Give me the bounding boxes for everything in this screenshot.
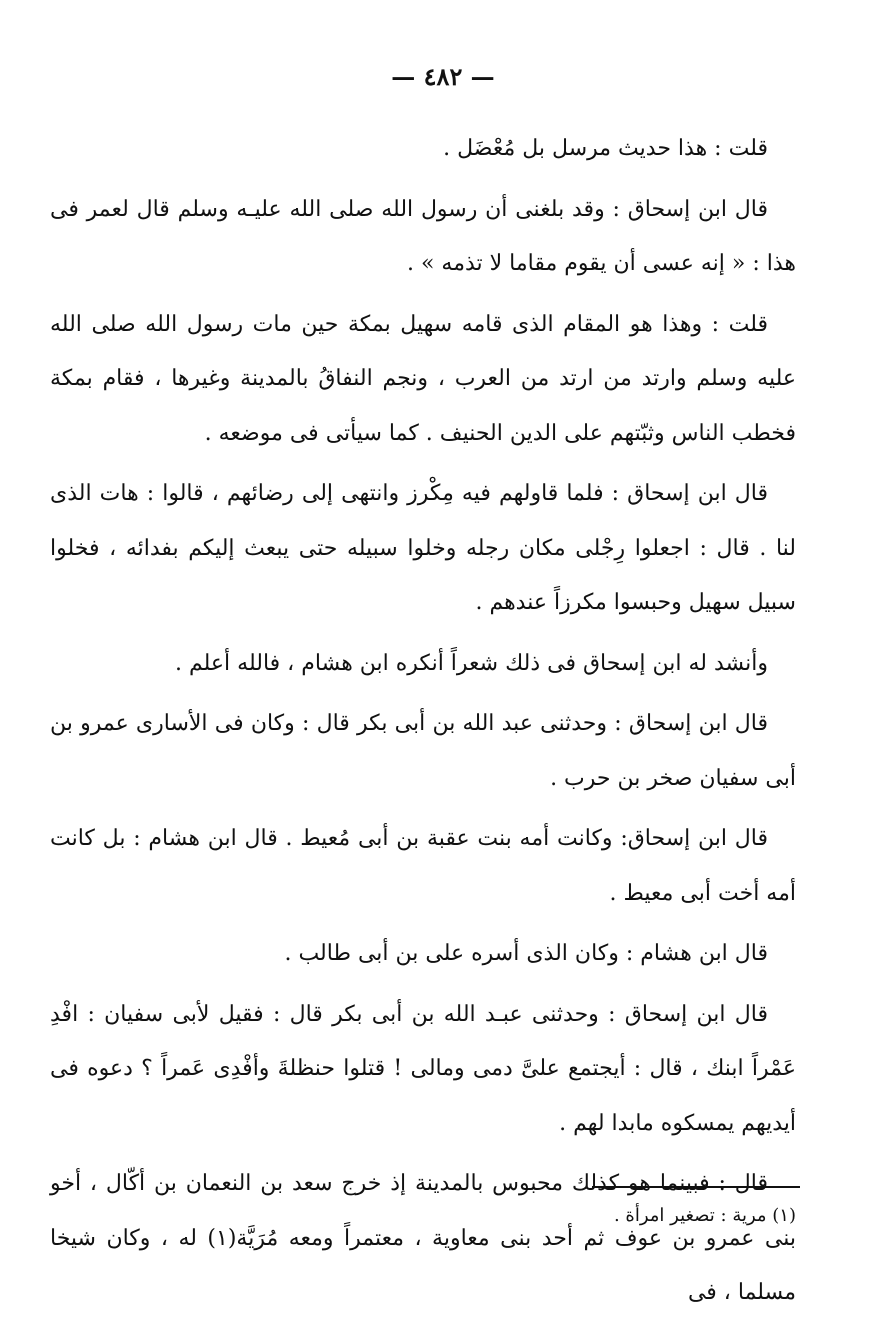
main-text bbox=[50, 122, 796, 1327]
paragraph: قلت : هذا حديث مرسل بل مُعْضَل . bbox=[443, 136, 768, 161]
paragraph: وأنشد له ابن إسحاق فى ذلك شعراً أنكره ابن هشام ، فالله أعلم . bbox=[175, 650, 768, 676]
paragraph: قال ابن إسحاق : وحدثنى عبـد الله بن أبى بكر قال : فقيل لأبى سفيان : افْدِ عَمْراً ابنك ، قال : أيجتمع علىَّ دمى ومالى ! قتلوا حنظلةَ وأفْدِى عَمراً ؟ دعوه فى أيديهم يمسكوه مابدا لهم . bbox=[50, 1001, 796, 1136]
page-number: — ٤٨٢ — bbox=[391, 62, 495, 91]
paragraph: قال ابن إسحاق : وقد بلغنى أن رسول الله صلى الله عليـه وسلم قال لعمر فى هذا : « إنه عسى أن يقوم مقاما لا تذمه » . bbox=[50, 196, 796, 276]
footnote-divider bbox=[592, 1186, 800, 1188]
paragraph: قلت : وهذا هو المقام الذى قامه سهيل بمكة حين مات رسول الله صلى الله عليه وسلم وارتد من ارتد من العرب ، ونجم النفاقُ بالمدينة وغيرها ، فقام بمكة فخطب الناس وثبّتهم على الدين الحنيف . كما سيأتى فى موضعه . bbox=[50, 311, 796, 446]
paragraph: قال ابن إسحاق : وحدثنى عبد الله بن أبى بكر قال : وكان فى الأسارى عمرو بن أبى سفيان صخر بن حرب . bbox=[50, 711, 796, 791]
paragraph: قال ابن إسحاق: وكانت أمه بنت عقبة بن أبى مُعيط . قال ابن هشام : بل كانت أمه أخت أبى معيط . bbox=[50, 826, 796, 906]
paragraph: قال : فبينما هو كذلك محبوس بالمدينة إذ خرج سعد بن النعمان بن أكّال ، أخو بنى عمرو بن عوف ثم أحد بنى معاوية ، معتمراً ومعه مُرَيَّة(١) له ، وكان شيخا مسلما ، فى bbox=[50, 1171, 796, 1305]
paragraph: قال ابن إسحاق : فلما قاولهم فيه مِكْرز وانتهى إلى رضائهم ، قالوا : هات الذى لنا . قال : اجعلوا رِجْلى مكان رجله وخلوا سبيله حتى يبعث إليكم بفدائه ، فخلوا سبيل سهيل وحبسوا مكرزاً عندهم . bbox=[50, 481, 796, 615]
footnote: (١) مرية : تصغير امرأة . bbox=[613, 1205, 796, 1226]
paragraph: قال ابن هشام : وكان الذى أسره على بن أبى طالب . bbox=[284, 941, 768, 966]
